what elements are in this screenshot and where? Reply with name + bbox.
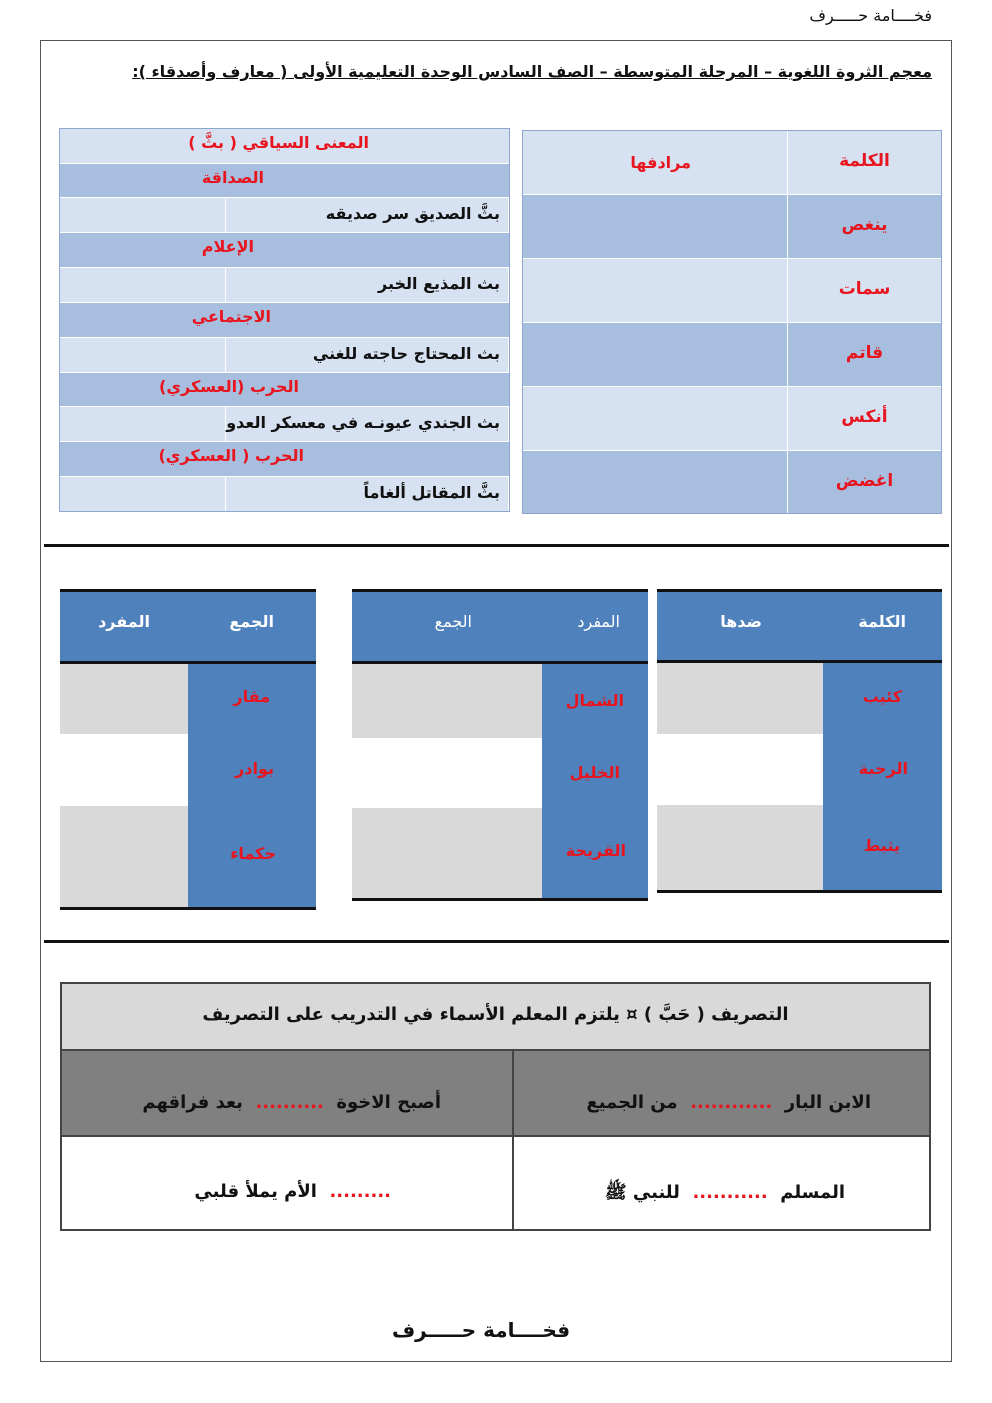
blank-placeholder: .......... xyxy=(255,1092,324,1113)
context-sentence: بثَّ المقاتل ألغاماً xyxy=(363,483,500,502)
conjugation-title: التصريف ( حَبَّ ) ¤ يلتزم المعلم الأسماء في التدريب على التصريف xyxy=(202,1004,789,1025)
conjugation-sentence-3 xyxy=(605,1181,845,1207)
plural-table-2-word: مقار xyxy=(233,687,270,706)
answer-cell xyxy=(657,805,823,890)
sentence-row xyxy=(60,407,509,442)
context-row xyxy=(60,303,509,338)
context-label: الاجتماعي xyxy=(191,307,271,326)
sentence-row xyxy=(60,268,509,303)
synonym-header-word: الكلمة xyxy=(839,151,890,171)
sentence-row xyxy=(60,477,509,511)
sentence-part: أصبح الاخوة xyxy=(336,1092,441,1113)
antonym-table xyxy=(657,589,942,893)
plural-table-2-header-plural: الجمع xyxy=(229,612,274,631)
context-table-title: المعنى السياقي ( بثَّ ) xyxy=(188,133,369,152)
context-row xyxy=(60,164,509,198)
sentence-row xyxy=(60,198,509,233)
context-meaning-table xyxy=(59,128,510,512)
plural-table-2-word: بوادر xyxy=(235,759,274,778)
context-label: الإعلام xyxy=(201,237,254,256)
answer-cell xyxy=(352,664,542,738)
sentence-part: المسلم xyxy=(780,1182,845,1203)
synonym-word: قاتم xyxy=(845,343,884,363)
conjugation-title-row xyxy=(62,984,929,1051)
answer-cell xyxy=(60,664,188,734)
context-row xyxy=(60,373,509,407)
conjugation-sentence-4 xyxy=(194,1181,391,1202)
context-label: الحرب (العسكري) xyxy=(159,377,299,396)
synonym-row xyxy=(523,387,941,451)
context-row xyxy=(60,442,509,477)
answer-cell xyxy=(352,738,542,808)
answer-cell xyxy=(60,734,188,806)
blank-placeholder: ............ xyxy=(690,1092,773,1113)
table-bottom-rule xyxy=(60,907,316,910)
synonym-row xyxy=(523,195,941,259)
answer-cell xyxy=(657,663,823,734)
column-divider xyxy=(512,1051,514,1229)
section-divider xyxy=(44,940,949,943)
synonym-header-row xyxy=(523,131,941,195)
plural-table-2-header-row xyxy=(60,592,316,661)
plural-table-singular-first xyxy=(352,589,648,901)
context-sentence: بث المحتاج حاجته للغني xyxy=(312,344,500,363)
context-table-title-row xyxy=(60,129,509,164)
context-label: الصداقة xyxy=(201,168,264,187)
synonym-row xyxy=(523,259,941,323)
answer-cell xyxy=(60,806,188,907)
context-sentence: بثَّ الصديق سر صديقه xyxy=(325,204,500,223)
context-row xyxy=(60,233,509,268)
antonym-header-opposite: ضدها xyxy=(720,612,762,631)
antonym-word: كئيب xyxy=(862,687,902,706)
plural-table-1-header-row xyxy=(352,592,648,661)
sentence-part: من الجميع xyxy=(586,1092,678,1113)
conjugation-sentence-2 xyxy=(142,1092,441,1113)
plural-table-2-header-singular: المفرد xyxy=(98,612,150,631)
table-bottom-rule xyxy=(657,890,942,893)
synonym-table xyxy=(522,130,942,514)
section-divider xyxy=(44,544,949,547)
synonym-word: أنكس xyxy=(841,407,888,427)
answer-cell xyxy=(657,734,823,805)
blank-placeholder: ......... xyxy=(329,1181,391,1202)
context-label: الحرب ( العسكري) xyxy=(158,446,304,465)
antonym-word: يثبط xyxy=(863,836,900,855)
plural-table-1-word: الشمال xyxy=(565,691,624,710)
synonym-word: اغضض xyxy=(835,471,894,491)
plural-table-plural-first xyxy=(60,589,316,911)
plural-table-1-word: الخليل xyxy=(569,763,620,782)
conjugation-sentence-1 xyxy=(586,1092,871,1113)
page-title: معجم الثروة اللغوية – المرحلة المتوسطة – الصف السادس الوحدة التعليمية الأولى ( معارف وأصدقاء ): xyxy=(132,62,932,81)
antonym-header-row xyxy=(657,592,942,661)
antonym-word: الرحبة xyxy=(858,759,908,778)
context-sentence: بث المذيع الخبر xyxy=(378,274,500,293)
antonym-header-word: الكلمة xyxy=(858,612,906,631)
context-sentence: بث الجندي عيونـه في معسكر العدو xyxy=(226,413,500,432)
plural-table-1-word: القريحة xyxy=(565,841,626,860)
synonym-row xyxy=(523,323,941,387)
plural-table-1-header-singular: المفرد xyxy=(577,612,620,631)
plural-table-2-word: حكماء xyxy=(230,844,276,863)
sentence-part: الأم يملأ قلبي xyxy=(194,1181,317,1202)
synonym-row xyxy=(523,451,941,513)
blank-placeholder: ........... xyxy=(692,1182,768,1203)
sentence-row xyxy=(60,338,509,373)
header-brand: فخــــامة حـــــرف xyxy=(809,6,932,25)
table-bottom-rule xyxy=(352,898,648,901)
sentence-part: بعد فراقهم xyxy=(142,1092,243,1113)
synonym-word: سمات xyxy=(838,279,891,299)
synonym-header-synonym: مرادفها xyxy=(630,153,691,172)
plural-table-1-header-plural: الجمع xyxy=(434,612,472,631)
sentence-part: الابن البار xyxy=(784,1092,871,1113)
conjugation-table xyxy=(60,982,931,1231)
answer-cell xyxy=(352,808,542,898)
synonym-word: ينغص xyxy=(841,215,888,235)
sentence-part: للنبي ﷺ xyxy=(604,1182,680,1203)
footer-brand: فخــــامة حـــــرف xyxy=(391,1318,571,1342)
